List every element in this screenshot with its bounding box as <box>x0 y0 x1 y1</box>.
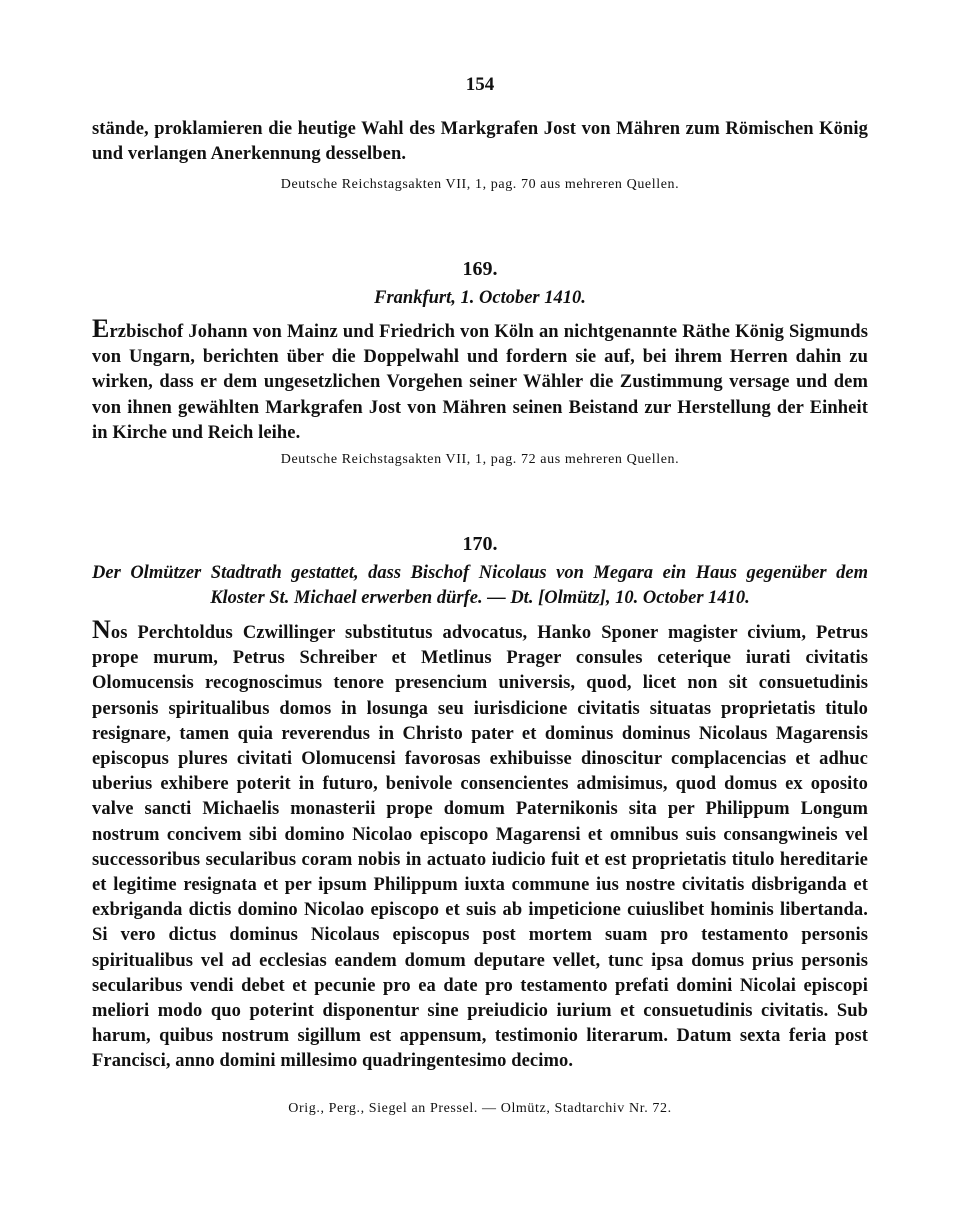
previous-entry-text: stände, proklamieren die heutige Wahl des Markgrafen Jost von Mähren zum Römischen König und verlangen Anerkennung desselben. <box>92 119 868 165</box>
document-170-text: os Perchtoldus Czwillinger substitutus advocatus, Hanko Sponer magister civium, Petrus prope murum, Petrus Schreiber et Metlinus Prager consules ceterique iurati civitatis Olomucensis recognoscimus tenore presencium universis, quod, licet non sit consuetudinis personis spiritualibus domos in losunga seu iurisdicione civitatis situatas proprietatis titulo resignare, tamen quia reverendus in Christo pater et dominus dominus Nicolaus Magarensis episcopus plures civitati Olomucensi favorosas exhibuisse dinoscitur complacencias et adhuc uberius exhibere poterit in futuro, benivole consencientes admisimus, quod domus ex oposito valve sancti Michaelis monasterii prope domum Paternikonis sita per Philippum Longum nostrum concivem sibi domino Nicolao episcopo Magarensi et omnibus suis consangwineis vel successoribus secularibus coram nobis in actuato iudicio fuit et est proprietatis titulo hereditarie et legitime resignata et per ipsum Philippum iuxta commune ius nostre civitatis disbriganda et exbriganda dictis domino Nicolao episcopo et suis ab impeticione cuiuslibet hominis libertanda. Si vero dictus dominus Nicolaus episcopus post mortem suam pro testamento personis spiritualibus vel ad ecclesias eandem domum deputare vellet, tunc ipsa domus prius personis secularibus vendi debet et pecunie pro ea date pro testamento prefati domini Nicolai episcopi meliori modo quo poterint disponentur sine preiudicio iurium et consuetudinis civitatis. Sub harum, quibus nostrum sigillum est appensum, testimonio literarum. Datum sexta feria post Francisci, anno domini millesimo quadringentesimo decimo. <box>92 623 868 1072</box>
document-170-summary: Der Olmützer Stadtrath gestattet, dass Bischof Nicolaus von Megara ein Haus gegenüber dem Kloster St. Michael erwerben dürfe. — Dt. [Olmütz], 10. October 1410. <box>92 563 868 608</box>
page-number: 154 <box>465 74 495 95</box>
drop-initial: N <box>92 615 111 644</box>
document-number-170: 170. <box>462 533 498 555</box>
document-169-regest <box>92 316 868 446</box>
document-169-place-date: Frankfurt, 1. October 1410. <box>374 288 586 308</box>
document-number-169: 169. <box>462 258 498 280</box>
document-170-text-block <box>92 617 868 1075</box>
document-169-text: rzbischof Johann von Mainz und Friedrich von Köln an nichtgenannte Räthe König Sigmunds von Ungarn, berichten über die Doppelwahl und fordern sie auf, bei ihrem Herren dahin zu wirken, dass er dem ungesetzlichen Vorgehen seiner Wähler die Zustimmung versage und dem von ihnen gewählten Markgrafen Jost von Mähren seinen Beistand zur Herstellung der Einheit in Kirche und Reich leihe. <box>92 322 868 443</box>
drop-initial: E <box>92 314 110 343</box>
document-170-source: Orig., Perg., Siegel an Pressel. — Olmütz, Stadtarchiv Nr. 72. <box>288 1101 672 1116</box>
document-169-source: Deutsche Reichstagsakten VII, 1, pag. 72 aus mehreren Quellen. <box>280 452 680 467</box>
previous-entry-source: Deutsche Reichstagsakten VII, 1, pag. 70 aus mehreren Quellen. <box>280 177 680 192</box>
